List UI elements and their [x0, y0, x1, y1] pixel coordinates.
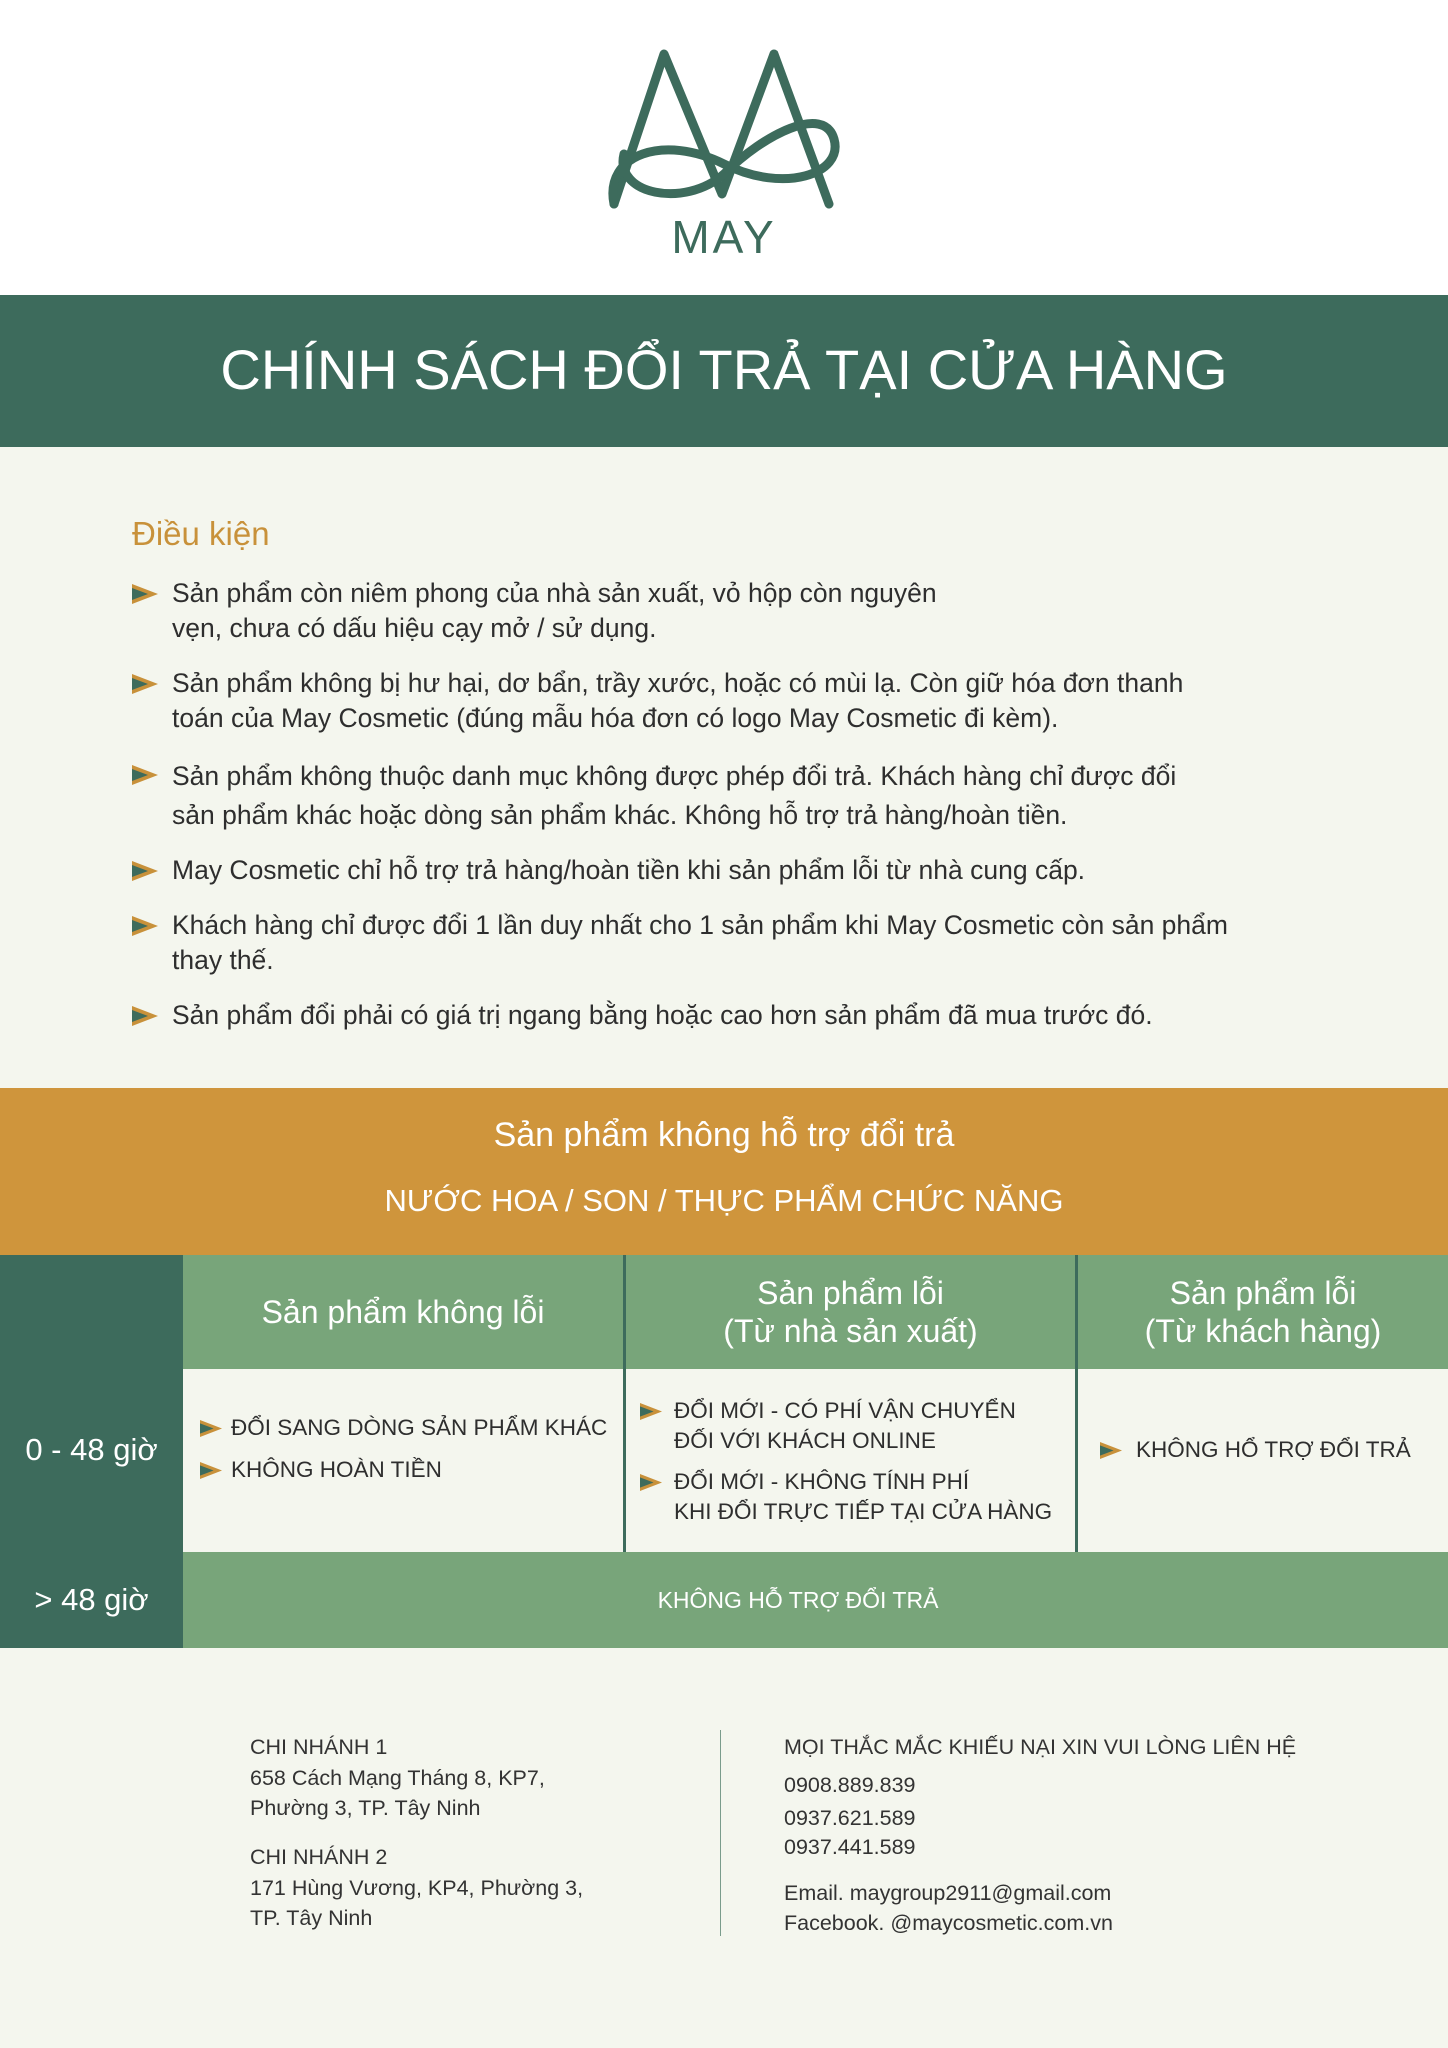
- bullet-arrow-icon: [200, 1420, 222, 1437]
- condition-text: Sản phẩm còn niêm phong của nhà sản xuất, vỏ hộp còn nguyên vẹn, chưa có dấu hiệu cạy mở / sử dụng.: [172, 578, 937, 643]
- phone-number[interactable]: 0937.621.589: [784, 1806, 916, 1830]
- branch2-title: CHI NHÁNH 2: [250, 1845, 388, 1869]
- branch2-address: 171 Hùng Vương, KP4, Phường 3, TP. Tây Ninh: [250, 1876, 584, 1930]
- contact-title: MỌI THẮC MẮC KHIẾU NẠI XIN VUI LÒNG LIÊN HỆ: [784, 1735, 1297, 1759]
- phone-number[interactable]: 0908.889.839: [784, 1773, 916, 1797]
- condition-text: May Cosmetic chỉ hỗ trợ trả hàng/hoàn tiền khi sản phẩm lỗi từ nhà cung cấp.: [172, 855, 1086, 885]
- bullet-arrow-icon: [132, 765, 158, 785]
- row-label-over-48: > 48 giờ: [34, 1582, 149, 1617]
- cell-text: KHÔNG HOÀN TIỀN: [231, 1457, 442, 1482]
- cell-text: ĐỔI MỚI - CÓ PHÍ VẬN CHUYỂN ĐỐI VỚI KHÁCH ONLINE: [674, 1398, 1016, 1453]
- bullet-arrow-icon: [640, 1474, 662, 1491]
- over-48-row-text: KHÔNG HỖ TRỢ ĐỔI TRẢ: [657, 1587, 939, 1613]
- branch1-title: CHI NHÁNH 1: [250, 1735, 388, 1759]
- facebook-contact[interactable]: Facebook. @maycosmetic.com.vn: [784, 1911, 1113, 1935]
- bullet-arrow-icon: [132, 916, 158, 936]
- condition-text: Sản phẩm đổi phải có giá trị ngang bằng hoặc cao hơn sản phẩm đã mua trước đó.: [172, 1000, 1153, 1030]
- cell-text: ĐỔI MỚI - KHÔNG TÍNH PHÍ KHI ĐỔI TRỰC TIẾP TẠI CỬA HÀNG: [674, 1469, 1053, 1524]
- bullet-arrow-icon: [132, 861, 158, 881]
- bullet-arrow-icon: [132, 674, 158, 694]
- table-cell: [1078, 1369, 1448, 1552]
- bullet-arrow-icon: [200, 1462, 222, 1479]
- logo-text: MAY: [671, 211, 777, 263]
- branch1-address: 658 Cách Mạng Tháng 8, KP7, Phường 3, TP. Tây Ninh: [250, 1766, 545, 1820]
- column-divider: [1075, 1255, 1078, 1552]
- column-header: Sản phẩm lỗi (Từ khách hàng): [1078, 1255, 1448, 1369]
- phone-number[interactable]: 0937.441.589: [784, 1835, 916, 1859]
- column-header: Sản phẩm lỗi (Từ nhà sản xuất): [626, 1255, 1075, 1369]
- condition-text: Sản phẩm không thuộc danh mục không được phép đổi trả. Khách hàng chỉ được đổi sản phẩm khác hoặc dòng sản phẩm khác. Không hỗ trợ trả hàng/hoàn tiền.: [172, 761, 1177, 830]
- column-divider: [623, 1255, 626, 1552]
- may-logo-icon: [604, 44, 844, 234]
- row-label-0-48: 0 - 48 giờ: [25, 1432, 158, 1467]
- table-cell: [626, 1369, 1075, 1552]
- unsupported-title: Sản phẩm không hỗ trợ đổi trả: [493, 1116, 955, 1154]
- table-cell: [183, 1369, 623, 1552]
- unsupported-products: NƯỚC HOA / SON / THỰC PHẨM CHỨC NĂNG: [384, 1183, 1064, 1218]
- bullet-arrow-icon: [132, 1006, 158, 1026]
- bullet-arrow-icon: [640, 1403, 662, 1420]
- bullet-arrow-icon: [1100, 1442, 1122, 1459]
- email-contact[interactable]: Email. maygroup2911@gmail.com: [784, 1881, 1112, 1905]
- condition-text: Khách hàng chỉ được đổi 1 lần duy nhất cho 1 sản phẩm khi May Cosmetic còn sản phẩm thay thế.: [172, 910, 1228, 975]
- conditions-heading: Điều kiện: [132, 515, 270, 552]
- cell-text: KHÔNG HỔ TRỢ ĐỔI TRẢ: [1136, 1437, 1411, 1462]
- footer-divider: [720, 1730, 721, 1936]
- cell-text: ĐỔI SANG DÒNG SẢN PHẨM KHÁC: [231, 1415, 608, 1440]
- bullet-arrow-icon: [132, 584, 158, 604]
- column-header: Sản phẩm không lỗi: [183, 1255, 623, 1369]
- condition-text: Sản phẩm không bị hư hại, dơ bẩn, trầy xước, hoặc có mùi lạ. Còn giữ hóa đơn thanh toán của May Cosmetic (đúng mẫu hóa đơn có logo May Cosmetic đi kèm).: [172, 668, 1184, 733]
- page-title: CHÍNH SÁCH ĐỔI TRẢ TẠI CỬA HÀNG: [220, 338, 1228, 401]
